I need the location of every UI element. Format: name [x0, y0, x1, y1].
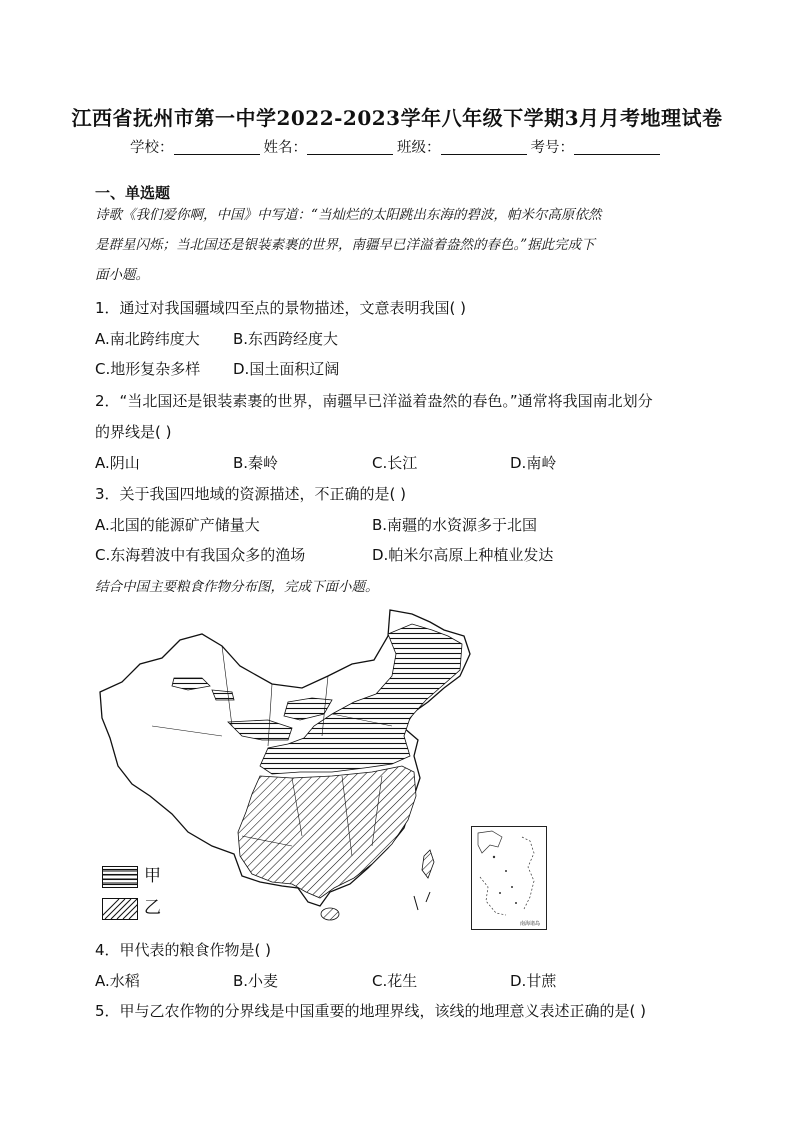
map-legend	[102, 864, 182, 924]
region-jia-xinjiang-2	[212, 690, 234, 700]
school-label: 学校：	[130, 140, 174, 156]
inset-map	[472, 827, 546, 929]
question-3-options-row2	[95, 540, 700, 570]
coast-dash	[426, 892, 430, 902]
name-blank[interactable]	[307, 140, 393, 155]
option-c[interactable]: C.东海碧波中有我国众多的渔场	[95, 546, 306, 564]
question-5-stem: 5．甲与乙农作物的分界线是中国重要的地理界线，该线的地理意义表述正确的是( )	[95, 1002, 647, 1020]
question-4-options	[95, 966, 700, 996]
option-a[interactable]: A.北国的能源矿产储量大	[95, 516, 260, 534]
exam-title: 江西省抚州市第一中学2022-2023学年八年级下学期3月月考地理试卷	[71, 106, 723, 130]
taiwan-island	[422, 850, 434, 878]
option-c[interactable]: C.花生	[372, 972, 418, 990]
passage-line: 是群星闪烁；当北国还是银装素裹的世界，南疆早已洋溢着盎然的春色。”据此完成下	[95, 237, 595, 253]
horizontal-lines-swatch	[102, 866, 138, 888]
legend-label-yi: 乙	[144, 898, 161, 918]
diagonal-lines-swatch	[102, 898, 138, 920]
option-d[interactable]: D.帕米尔高原上种植业发达	[372, 546, 554, 564]
section-heading: 一、单选题	[95, 184, 171, 202]
coast-dash	[414, 896, 418, 910]
option-b[interactable]: B.秦岭	[233, 454, 279, 472]
number-label: 考号：	[530, 140, 574, 156]
class-label: 班级：	[397, 140, 441, 156]
option-b[interactable]: B.南疆的水资源多于北国	[372, 516, 538, 534]
option-a[interactable]: A.阴山	[95, 454, 140, 472]
question-3-stem: 3．关于我国四地域的资源描述，不正确的是( )	[95, 485, 407, 503]
question-3-options-row1	[95, 510, 700, 540]
legend-item-jia	[102, 864, 182, 888]
name-label: 姓名：	[263, 140, 307, 156]
map-passage: 结合中国主要粮食作物分布图，完成下面小题。	[95, 579, 379, 595]
option-d[interactable]: D.国土面积辽阔	[233, 360, 340, 378]
option-c[interactable]: C.长江	[372, 454, 418, 472]
question-4-stem: 4．甲代表的粮食作物是( )	[95, 941, 272, 959]
question-1-options-row2	[95, 354, 700, 384]
class-blank[interactable]	[441, 140, 527, 155]
number-blank[interactable]	[574, 140, 660, 155]
question-2-options	[95, 448, 700, 478]
question-1-stem: 1．通过对我国疆域四至点的景物描述，文意表明我国( )	[95, 299, 467, 317]
option-b[interactable]: B.小麦	[233, 972, 279, 990]
option-c[interactable]: C.地形复杂多样	[95, 360, 201, 378]
south-china-sea-inset	[471, 826, 547, 930]
inset-label: 南海诸岛	[520, 921, 541, 927]
region-yi	[238, 766, 416, 898]
legend-item-yi	[102, 896, 182, 920]
option-d[interactable]: D.甘蔗	[510, 972, 557, 990]
school-blank[interactable]	[174, 140, 260, 155]
hainan-island	[321, 908, 339, 920]
poem-passage	[95, 200, 695, 290]
question-2-stem	[95, 386, 700, 448]
passage-line: 面小题。	[95, 267, 149, 283]
passage-line: 诗歌《我们爱你啊，中国》中写道：“当灿烂的太阳跳出东海的碧波，帕米尔高原依然	[95, 207, 602, 223]
question-1-options-row1	[95, 324, 700, 354]
option-d[interactable]: D.南岭	[510, 454, 557, 472]
question-2-line: 2．“当北国还是银装素裹的世界，南疆早已洋溢着盎然的春色。”通常将我国南北划分	[95, 392, 653, 410]
option-b[interactable]: B.东西跨经度大	[233, 330, 339, 348]
option-a[interactable]: A.水稻	[95, 972, 140, 990]
student-info-line	[0, 136, 794, 157]
option-a[interactable]: A.南北跨纬度大	[95, 330, 200, 348]
question-2-line: 的界线是( )	[95, 423, 172, 441]
legend-label-jia: 甲	[144, 866, 161, 886]
